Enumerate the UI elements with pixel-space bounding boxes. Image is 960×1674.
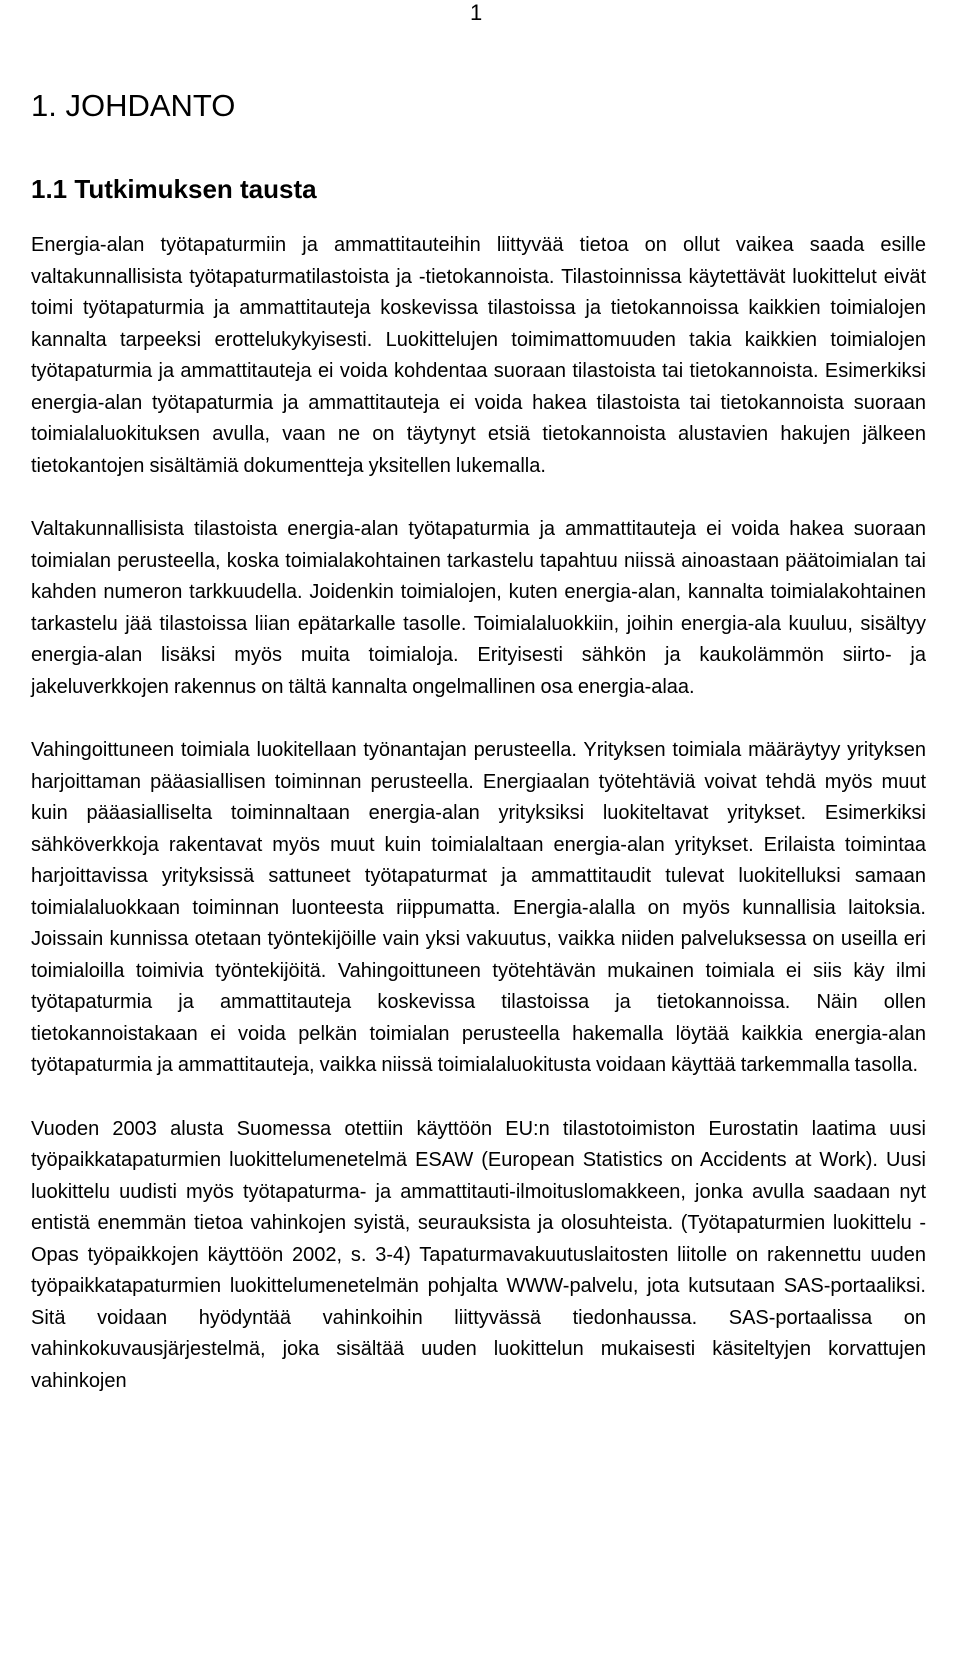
paragraph-4: Vuoden 2003 alusta Suomessa otettiin käyttöön EU:n tilastotoimiston Eurostatin laatima uusi työpaikkatapaturmien luokittelumenetelmä ESAW (European Statistics on Accidents at Work). Uusi luokittelu uudisti myös työtapaturma- ja ammattitauti-ilmoituslomakkeen, jonka avulla saadaan nyt entistä enemmän tietoa vahinkojen syistä, seurauksista ja olosuhteista. (Työtapaturmien luokittelu - Opas työpaikkojen käyttöön 2002, s. 3-4) Tapaturmavakuutuslaitosten liitolle on rakennettu uuden työpaikkatapaturmien luokittelumenetelmän pohjalta WWW-palvelu, jota kutsutaan SAS-portaaliksi. Sitä voidaan hyödyntää vahinkoihin liittyvässä tiedonhaussa. SAS-portaalissa on vahinkokuvausjärjestelmä, joka sisältää uuden luokittelun mukaisesti käsiteltyjen korvattujen vahinkojen — [31, 1117, 926, 1392]
document-body — [31, 86, 926, 1397]
chapter-title: 1. JOHDANTO — [31, 88, 236, 123]
paragraph-3: Vahingoittuneen toimiala luokitellaan työnantajan perusteella. Yrityksen toimiala määräytyy yrityksen harjoittaman pääasiallisen toiminnan perusteella. Energiaalan työtehtäviä voivat tehdä myös muut kuin pääasialliselta toiminnaltaan energia-alan yrityksiksi luokiteltavat yritykset. Esimerkiksi sähköverkkoja rakentavat myös muut kuin toimialaltaan energia-alan yritykset. Erilaista toimintaa harjoittavissa yrityksissä sattuneet työtapaturmat ja ammattitaudit tulevat luokitelluksi samaan toimialaluokkaan toiminnan luonteesta riippumatta. Energia-alalla on myös kunnallisia laitoksia. Joissain kunnissa otetaan työntekijöille vain yksi vakuutus, vaikka niiden palveluksessa on useilla eri toimialoilla toimivia työntekijöitä. Vahingoittuneen työtehtävän mukainen toimiala ei siis käy ilmi työtapaturmia ja ammattitauteja koskevissa tilastoissa ja tietokannoissa. Näin ollen tietokannoistakaan ei voida pelkän toimialan perusteella hakemalla löytää kaikkia energia-alan työtapaturmia ja ammattitauteja, vaikka niissä toimialaluokitusta voidaan käyttää tarkemmalla tasolla. — [31, 739, 926, 1076]
paragraph-2: Valtakunnallisista tilastoista energia-alan työtapaturmia ja ammattitauteja ei voida hakea suoraan toimialan perusteella, koska toimialakohtainen tarkastelu tapahtuu niissä ainoastaan päätoimialan tai kahden numeron tarkkuudella. Joidenkin toimialojen, kuten energia-alan, kannalta toimialakohtainen tarkastelu jää tilastoissa liian epätarkalle tasolle. Toimialaluokkiin, joihin energia-ala kuuluu, sisältyy energia-alan lisäksi myös muita toimialoja. Erityisesti sähkön ja kaukolämmön siirto- ja jakeluverkkojen rakennus on tältä kannalta ongelmallinen osa energia-alaa. — [31, 518, 926, 698]
section-title: 1.1 Tutkimuksen tausta — [31, 174, 317, 204]
page-number: 1 — [470, 0, 483, 25]
paragraph-1: Energia-alan työtapaturmiin ja ammattitauteihin liittyvää tietoa on ollut vaikea saada esille valtakunnallisista työtapaturmatilastoista ja -tietokannoista. Tilastoinnissa käytettävät luokittelut eivät toimi työtapaturmia ja ammattitauteja koskevissa tilastoissa ja tietokannoissa kaikkien toimialojen kannalta tarpeeksi erottelukykyisesti. Luokittelujen toimimattomuuden takia kaikkien toimialojen työtapaturmia ja ammattitauteja ei voida kohdentaa suoraan tilastoista tai tietokannoista. Esimerkiksi energia-alan työtapaturmia ja ammattitauteja ei voida hakea tilastoista tai tietokannoista suoraan toimialaluokituksen avulla, vaan ne on täytynyt etsiä tietokannoista alustavien hakujen jälkeen tietokantojen sisältämiä dokumentteja yksitellen lukemalla. — [31, 234, 926, 477]
